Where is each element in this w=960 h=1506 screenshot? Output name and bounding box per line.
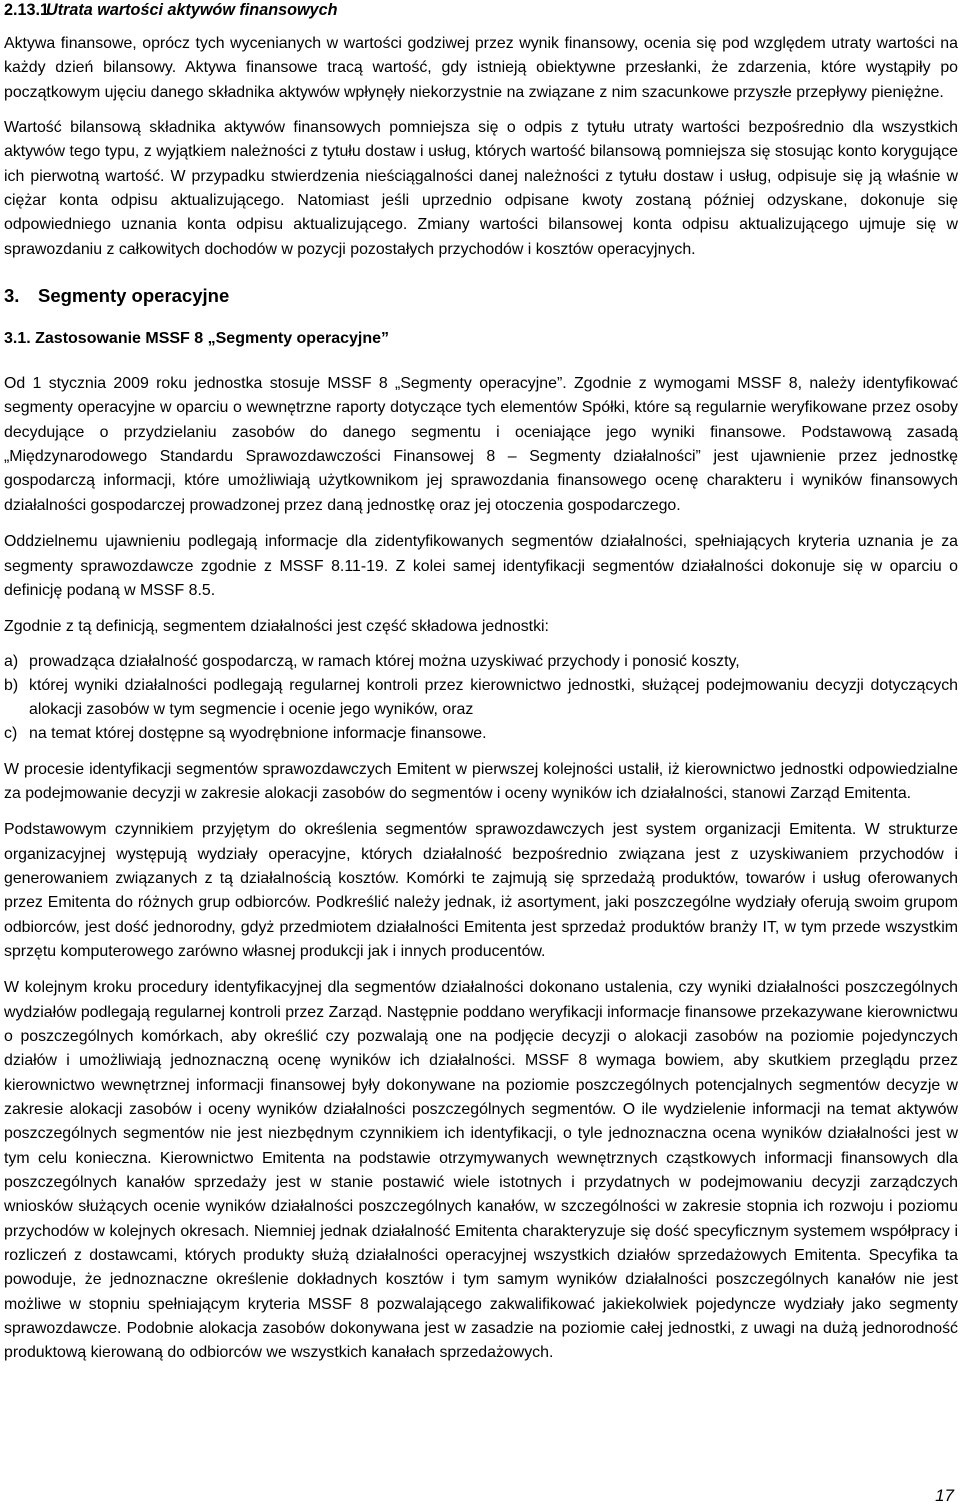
paragraph: Podstawowym czynnikiem przyjętym do określenia segmentów sprawozdawczych jest system organizacji Emitenta. W strukturze organizacyjnej występują wydziały operacyjne, których działalność bezpośrednio związana jest z uzyskiwaniem przychodów i generowaniem związanych z tą działalnością kosztów. Komórki te zajmują się sprzedażą produktów, towarów i usług oferowanych przez Emitenta do różnych grup odbiorców. Podkreślić należy jednak, iż asortyment, jaki poszczególne wydziały oferują swoim grupom odbiorców, jest dość jednorodny, gdyż przedmiotem działalności Emitenta jest sprzedaż produktów branży IT, w tym przede wszystkim sprzętu komputerowego zarówno własnej produkcji jak i innych producentów.	[4, 821, 958, 960]
paragraph: Zgodnie z tą definicją, segmentem działalności jest część składowa jednostki:	[4, 618, 549, 636]
list-item-text: na temat której dostępne są wyodrębnione informacje finansowe.	[29, 724, 487, 742]
list-item-text: której wyniki działalności podlegają regularnej kontroli przez kierownictwo jednostki, służącej podejmowaniu decyzji dotyczących alokacji zasobów w tym segmencie i ocenie jego wyników, oraz	[29, 676, 958, 718]
paragraph: Oddzielnemu ujawnieniu podlegają informacje dla zidentyfikowanych segmentów działalności, spełniających kryteria uznania je za segmenty sprawozdawcze zgodnie z MSSF 8.11-19. Z kolei samej identyfikacji segmentów działalności dokonuje się w oparciu o definicję podaną w MSSF 8.5.	[4, 533, 958, 599]
page-number: 17	[935, 1486, 954, 1505]
list-marker: b)	[4, 676, 19, 694]
section-title: Utrata wartości aktywów finansowych	[46, 1, 338, 19]
definition-list	[4, 650, 958, 746]
section-heading-3-1: 3.1. Zastosowanie MSSF 8 „Segmenty operacyjne”	[4, 330, 390, 348]
list-item	[4, 722, 958, 746]
list-marker: a)	[4, 652, 19, 670]
section-title: Segmenty operacyjne	[38, 285, 230, 307]
list-marker: c)	[4, 724, 18, 742]
section-number: 3.	[4, 285, 20, 307]
paragraph: Wartość bilansową składnika aktywów finansowych pomniejsza się o odpis z tytułu utraty wartości bezpośrednio dla wszystkich aktywów tego typu, z wyjątkiem należności z tytułu dostaw i usług, których wartość bilansową pomniejsza się stosując konto korygujące ich pierwotną wartość. W przypadku stwierdzenia nieściągalności danej należności z tytułu dostaw i usług, odpisuje się ją właśnie w ciężar konta odpisu aktualizującego. Natomiast jeśli uprzednio odpisane kwoty zostaną później odzyskane, dokonuje się odpowiedniego uznania konta odpisu aktualizującego. Zmiany wartości bilansowej konta odpisu aktualizującego ujmuje się w sprawozdaniu z całkowitych dochodów w pozycji pozostałych przychodów i kosztów operacyjnych.	[4, 119, 958, 258]
section-heading-3	[4, 284, 958, 308]
section-number: 2.13.1	[4, 1, 50, 19]
paragraph: Aktywa finansowe, oprócz tych wycenianych w wartości godziwej przez wynik finansowy, ocenia się pod względem utraty wartości na każdy dzień bilansowy. Aktywa finansowe tracą wartość, gdy istnieją obiektywne przesłanki, że zdarzenia, które wystąpiły po początkowym ujęciu danego składnika aktywów wpłynęły niekorzystnie na związane z nim szacunkowe przyszłe przepływy pieniężne.	[4, 35, 958, 101]
section-heading-2-13-1	[4, 0, 958, 20]
paragraph: W procesie identyfikacji segmentów sprawozdawczych Emitent w pierwszej kolejności ustalił, iż kierownictwo jednostki odpowiedzialne za podejmowanie decyzji w zakresie alokacji zasobów do segmentów i oceny wyników ich działalności, stanowi Zarząd Emitenta.	[4, 760, 958, 802]
list-item	[4, 650, 958, 674]
paragraph: W kolejnym kroku procedury identyfikacyjnej dla segmentów działalności dokonano ustalenia, czy wyniki działalności poszczególnych wydziałów podlegają regularnej kontroli przez Zarząd. Następnie poddano weryfikacji informacje finansowe przekazywane kierownictwu o poszczególnych komórkach, aby określić czy pozwalają one na podjęcie decyzji o alokacji zasobów na poziomie pojedynczych działów i umożliwiają jednoznaczną ocenę wyników ich działalności. MSSF 8 wymaga bowiem, aby skutkiem przeglądu przez kierownictwo wewnętrznej informacji finansowej były dokonywane na poziomie poszczególnych potencjalnych segmentów decyzje w zakresie alokacji zasobów i oceny wyników działalności poszczególnych segmentów. O ile wydzielenie informacji na temat aktywów poszczególnych segmentów nie jest niezbędnym czynnikiem ich identyfikacji, o tyle jednoznaczna ocena wyników działalności jest w tym celu konieczna. Kierownictwo Emitenta na podstawie otrzymywanych wewnętrznych cząstkowych informacji finansowych dla poszczególnych kanałów sprzedaży jest w stanie postawić wiele istotnych i przydatnych w podejmowaniu decyzji zarządczych wniosków służących ocenie wyników działalności poszczególnych kanałów, w szczególności w zakresie stopnia ich rozwoju i poziomu przychodów w kolejnych okresach. Niemniej jednak działalność Emitenta charakteryzuje się dość specyficznym systemem współpracy i rozliczeń z dostawcami, których produkty służą działalności operacyjnej wszystkich działów sprzedażowych Emitenta. Specyfika ta powoduje, że jednoznaczne określenie dokładnych kosztów i tym samym wyników działalności poszczególnych kanałów nie jest możliwe w stopniu spełniającym kryteria MSSF 8 pozwalającego zakwalifikować jakiekolwiek pojedyncze wydziały jako segmenty sprawozdawcze. Podobnie alokacja zasobów dokonywana jest w zasadzie na poziomie całej jednostki, z uwagi na dużą jednorodność produktową kierowaną do odbiorców we wszystkich kanałach sprzedażowych.	[4, 979, 958, 1362]
list-item-text: prowadząca działalność gospodarczą, w ramach której można uzyskiwać przychody i ponosić koszty,	[29, 652, 740, 670]
paragraph: Od 1 stycznia 2009 roku jednostka stosuje MSSF 8 „Segmenty operacyjne”. Zgodnie z wymogami MSSF 8, należy identyfikować segmenty operacyjne w oparciu o wewnętrzne raporty dotyczące tych elementów Spółki, które są regularnie weryfikowane przez osoby decydujące o przydzielaniu zasobów do danego segmentu i oceniające jego wyniki finansowe. Podstawową zasadą „Międzynarodowego Standardu Sprawozdawczości Finansowej 8 – Segmenty działalności” jest ujawnienie przez jednostkę gospodarczą informacji, które umożliwiają użytkownikom jej sprawozdania finansowego ocenę charakteru i wyników finansowych działalności gospodarczej prowadzonej przez daną jednostkę oraz jej otoczenia gospodarczego.	[4, 375, 958, 514]
document-page	[4, 0, 958, 1366]
list-item	[4, 674, 958, 722]
